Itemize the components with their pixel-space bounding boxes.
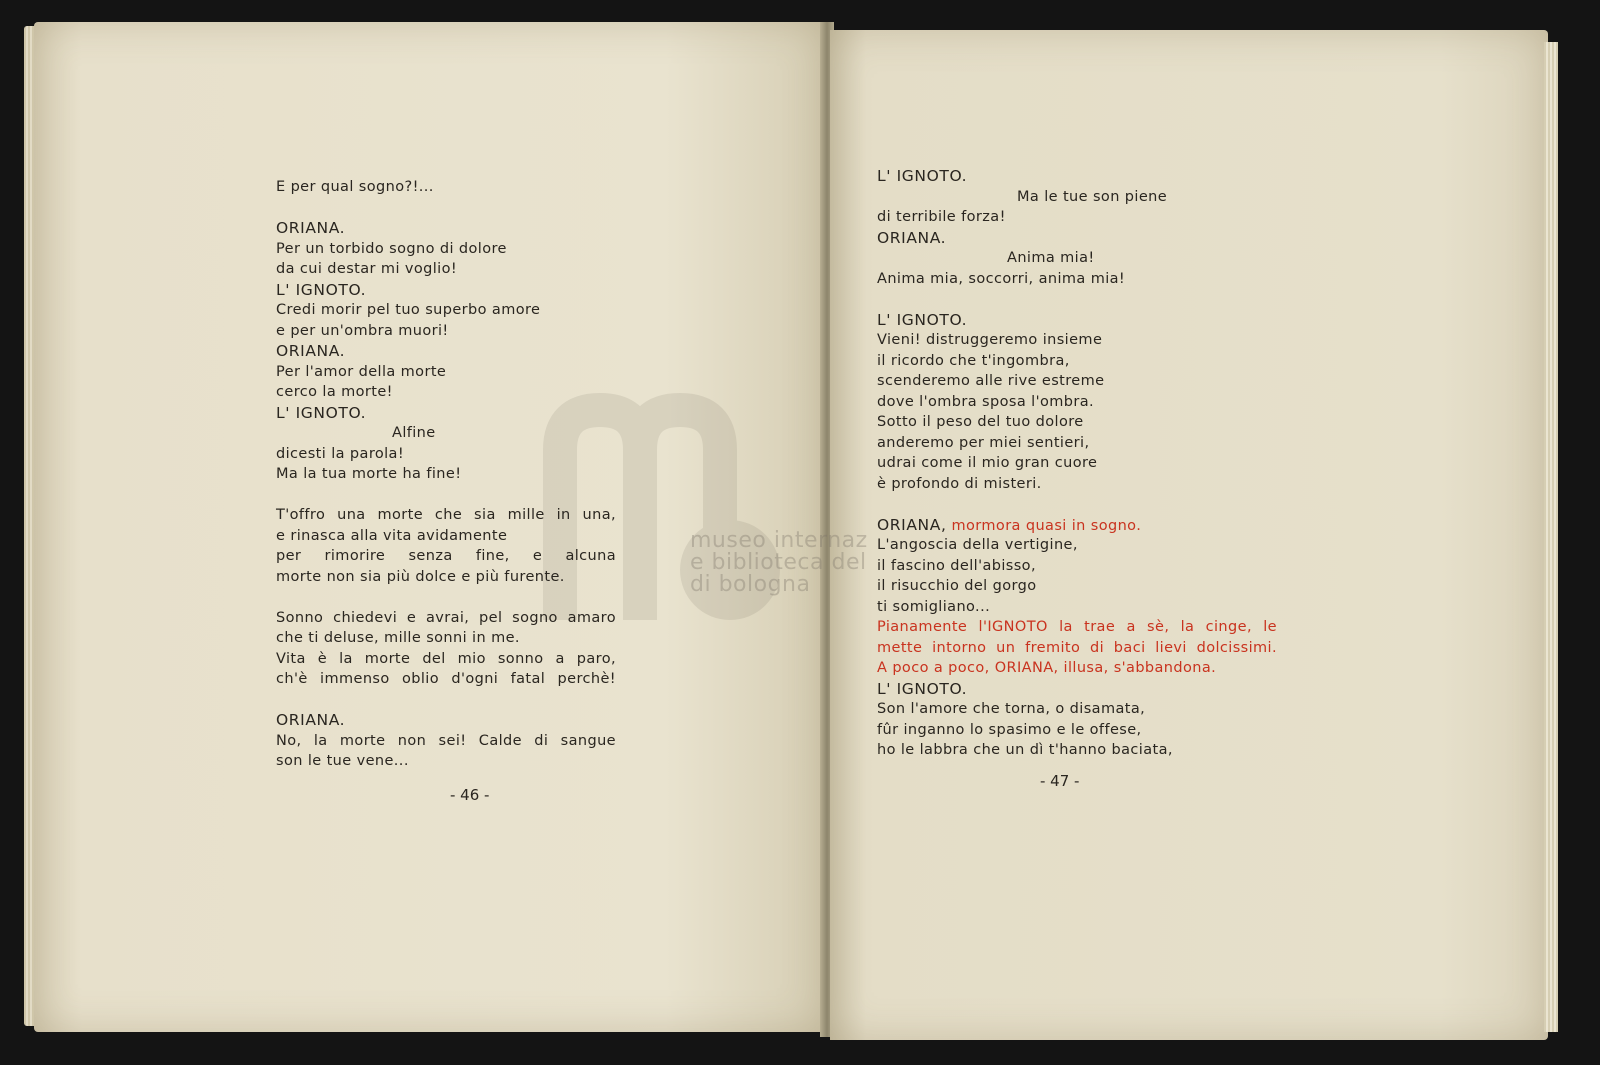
text-line: No, la morte non sei! Calde di sangue [276,732,616,749]
text-line: dicesti la parola! [276,445,405,462]
text-line: per rimorire senza fine, e alcuna [276,548,616,564]
speaker-name: ORIANA. [276,219,346,237]
text-line: E per qual sogno?!... [276,179,434,195]
text-line: Vita è la morte del mio sonno a paro, [276,650,616,667]
speaker-name: L' IGNOTO. [877,679,968,698]
stage-direction: Pianamente l'IGNOTO la trae a sè, la cinge, le [877,619,1277,635]
stage-direction: mette intorno un fremito di baci lievi dolcissimi. [877,639,1277,656]
text-line: Anima mia, soccorri, anima mia! [877,270,1126,287]
speaker-name: L' IGNOTO. [276,403,367,422]
text-line: fûr inganno lo spasimo e le offese, [877,721,1142,738]
left-page-text [276,177,616,772]
text-line: e rinasca alla vita avidamente [276,527,508,544]
page-number-46: - 46 - [450,786,490,804]
stage-direction: mormora quasi in sogno. [951,517,1142,534]
page-edges-right [1544,42,1558,1032]
text-line: Sonno chiedevi e avrai, pel sogno amaro [276,609,616,626]
text-line: T'offro una morte che sia mille in una, [276,507,616,523]
text-line: Sotto il peso del tuo dolore [877,414,1084,430]
text-line: ch'è immenso oblio d'ogni fatal perchè! [276,671,616,687]
text-line: che ti deluse, mille sonni in me. [276,630,520,646]
text-line: Per l'amor della morte [276,363,447,380]
text-line: da cui destar mi voglio! [276,261,458,277]
text-line: anderemo per miei sentieri, [877,434,1090,451]
speaker-name: L' IGNOTO. [877,167,968,185]
text-line: Son l'amore che torna, o disamata, [877,701,1146,717]
text-line: cerco la morte! [276,384,393,400]
text-line: ho le labbra che un dì t'hanno baciata, [877,742,1173,758]
watermark-line: di bologna [690,572,811,597]
text-line: è profondo di misteri. [877,475,1042,492]
speaker-name: ORIANA. [276,711,346,729]
text-line: Alfine [392,425,436,441]
watermark-line: museo internaz [690,528,868,553]
speaker-name: L' IGNOTO. [276,280,367,299]
text-line [877,515,1277,536]
stage-direction: A poco a poco, ORIANA, illusa, s'abbandona. [877,660,1217,676]
text-line: Vieni! distruggeremo insieme [877,332,1103,348]
text-line: Ma le tue son piene [1017,188,1168,205]
text-line: il risucchio del gorgo [877,578,1037,594]
speaker-name: L' IGNOTO. [877,310,968,329]
text-line: di terribile forza! [877,209,1006,225]
watermark-text [690,530,868,596]
text-line: Per un torbido sogno di dolore [276,240,507,257]
text-line: Anima mia! [1007,250,1095,266]
text-line: Credi morir pel tuo superbo amore [276,302,541,318]
text-line: scenderemo alle rive estreme [877,373,1105,389]
page-number-47: - 47 - [1040,772,1080,790]
text-line: il fascino dell'abisso, [877,557,1036,574]
speaker-name: ORIANA, [877,515,947,534]
text-line: morte non sia più dolce e più furente. [276,568,565,585]
text-line: e per un'ombra muori! [276,322,449,339]
text-line: ti somigliano... [877,598,991,615]
text-line: dove l'ombra sposa l'ombra. [877,393,1095,410]
text-line: udrai come il mio gran cuore [877,455,1098,471]
speaker-name: ORIANA. [276,342,346,360]
right-page-text [877,166,1277,761]
text-line: son le tue vene... [276,753,409,769]
text-line: Ma la tua morte ha fine! [276,466,462,482]
watermark-line: e biblioteca del [690,550,867,575]
text-line: il ricordo che t'ingombra, [877,352,1070,369]
text-line: L'angoscia della vertigine, [877,537,1078,553]
speaker-name: ORIANA. [877,228,947,247]
